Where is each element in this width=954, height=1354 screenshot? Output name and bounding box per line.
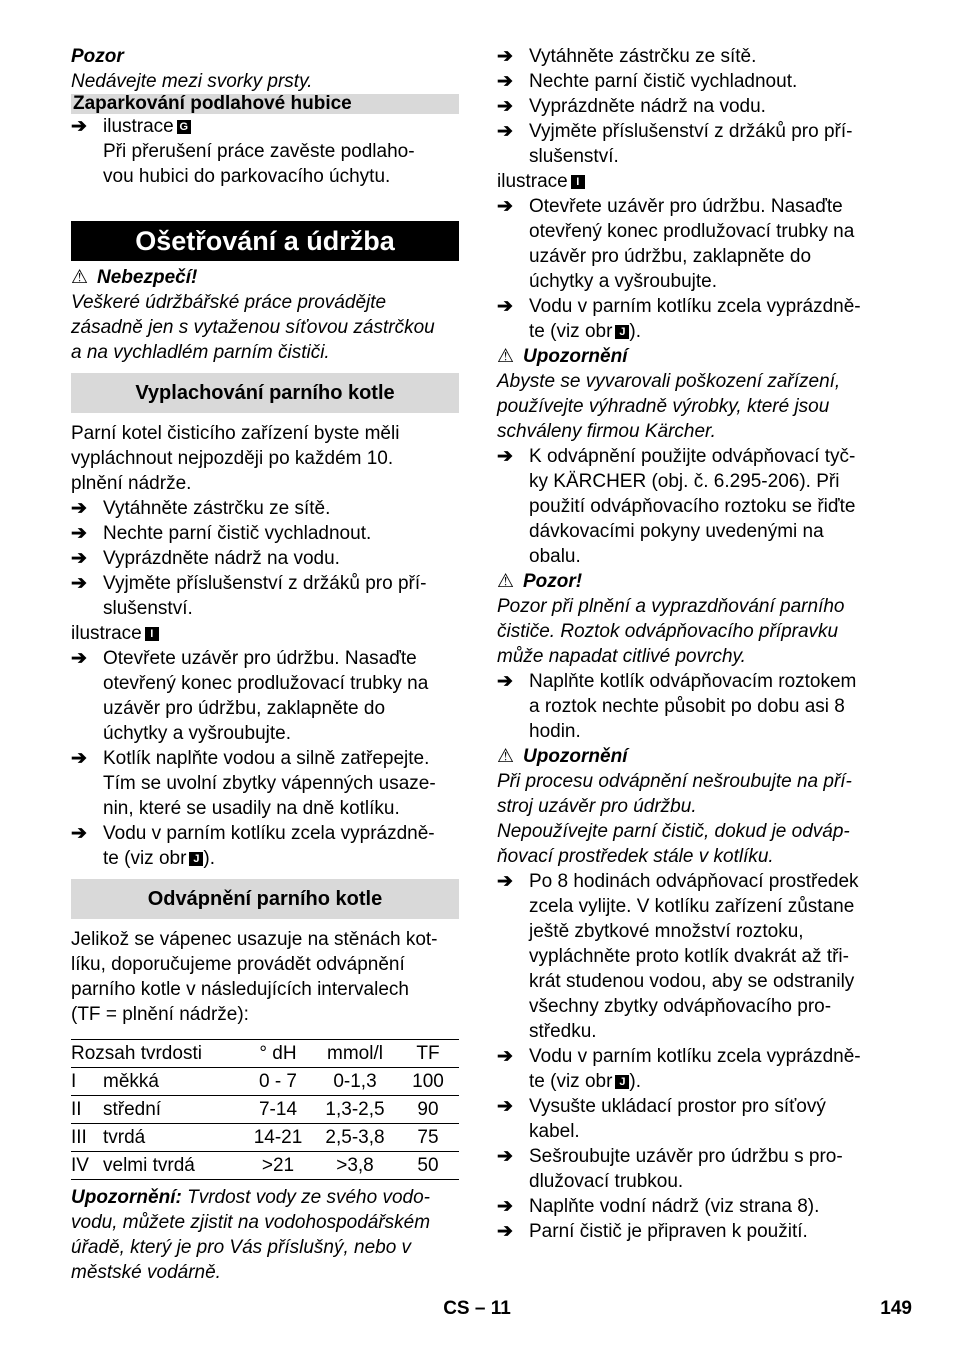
arrow-icon: ➔ <box>497 296 513 317</box>
step-text: uzávěr pro údržbu, zaklapněte do <box>103 698 386 719</box>
warning-triangle-icon: ⚠ <box>497 746 515 767</box>
text-line: Parní kotel čisticího zařízení byste měli <box>71 423 400 444</box>
text-line: stroj uzávěr pro údržbu. <box>497 796 697 817</box>
text-line: Veškeré údržbářské práce provádějte <box>71 292 387 313</box>
table-header: Rozsah tvrdosti <box>71 1042 202 1064</box>
arrow-icon: ➔ <box>497 446 513 467</box>
step-item <box>71 646 459 746</box>
text-line: Nepoužívejte parní čistič, dokud je odváp- <box>497 821 850 842</box>
step-text: obalu. <box>529 546 581 567</box>
step-item <box>71 571 459 621</box>
step-text: nin, které se usadily na dně kotlíku. <box>103 798 400 819</box>
step-text: slušenství. <box>529 146 619 167</box>
text-line: Jelikož se vápenec usazuje na stěnách kot- <box>71 929 438 950</box>
step-text: Vytáhněte zástrčku ze sítě. <box>529 46 757 67</box>
step-text: úchytky a vyšroubujte. <box>103 723 291 744</box>
text-line: plnění nádrže. <box>71 473 192 494</box>
step-text: a roztok nechte působit po dobu asi 8 <box>529 696 845 717</box>
hardness-table <box>71 1039 459 1180</box>
text-line: Pozor při plnění a vyprazdňování parního <box>497 596 845 617</box>
table-cell: měkká <box>103 1070 159 1092</box>
figure-j-icon: J <box>189 852 203 866</box>
step-text: Otevřete uzávěr pro údržbu. Nasaďte <box>529 196 843 217</box>
arrow-icon: ➔ <box>71 823 87 844</box>
step-text: Vyprázdněte nádrž na vodu. <box>103 548 340 569</box>
step-text: středku. <box>529 1021 597 1042</box>
page-number: 149 <box>880 1298 912 1319</box>
step-item <box>497 1094 885 1144</box>
park-step: ➔ ilustrace G Při přerušení práce zavěste podlaho- vou hubici do parkovacího úchytu. <box>71 116 415 187</box>
warn2-title: ⚠ Upozornění <box>497 746 628 767</box>
step-item <box>497 194 885 294</box>
arrow-icon: ➔ <box>497 1046 513 1067</box>
park-heading: Zaparkování podlahové hubice <box>71 94 459 114</box>
step-item <box>497 444 885 569</box>
step-text: všechny zbytky odvápňovacího pro- <box>529 996 832 1017</box>
text-line: líku, doporučujeme provádět odvápnění <box>71 954 405 975</box>
table-cell: 14-21 <box>253 1126 303 1148</box>
step-text: dávkovacími pokyny uvedenými na <box>529 521 824 542</box>
step-text: Vytáhněte zástrčku ze sítě. <box>103 498 331 519</box>
warning-triangle-icon: ⚠ <box>71 267 89 288</box>
danger-text <box>71 290 459 365</box>
step-item <box>497 119 885 169</box>
table-cell: střední <box>103 1098 162 1120</box>
table-header-row <box>71 1040 459 1068</box>
step-text: úchytky a vyšroubujte. <box>529 271 717 292</box>
left-column <box>71 44 459 1285</box>
main-heading: Ošetřování a údržba <box>71 221 459 261</box>
table-cell: 2,5-3,8 <box>325 1126 385 1148</box>
step-text: Nechte parní čistič vychladnout. <box>103 523 372 544</box>
text-line: městské vodárně. <box>71 1262 221 1283</box>
empty-step-2: ➔ Vodu v parním kotlíku zcela vyprázdně- te (viz obr J ). <box>497 1046 861 1092</box>
step-text: kabel. <box>529 1121 580 1142</box>
pozor-title: Pozor <box>71 46 124 67</box>
text-line: Abyste se vyvarovali poškození zařízení, <box>497 371 841 392</box>
step-item <box>71 746 459 821</box>
text-line: a na vychladlém parním čističi. <box>71 342 330 363</box>
final-steps <box>497 1094 885 1244</box>
table-cell: 0 - 7 <box>258 1070 298 1092</box>
step-text: Tím se uvolní zbytky vápenných usaze- <box>103 773 436 794</box>
step-item <box>497 869 885 1044</box>
step-item <box>71 521 459 546</box>
warn1-title: ⚠ Upozornění <box>497 346 628 367</box>
pozor2-text <box>497 594 885 669</box>
figure-j-icon: J <box>615 1075 629 1089</box>
table-cell: 100 <box>412 1070 444 1092</box>
decal-heading: Odvápnění parního kotle <box>71 879 459 919</box>
step-item <box>497 1194 885 1219</box>
text-line: schváleny firmou Kärcher. <box>497 421 716 442</box>
table-cell: 75 <box>417 1126 439 1148</box>
table-cell: IV <box>71 1154 89 1176</box>
step-text: ky KÄRCHER (obj. č. 6.295-206). Při <box>529 471 840 492</box>
table-cell: II <box>71 1098 82 1120</box>
figure-i-icon: I <box>145 627 159 641</box>
table-cell: >21 <box>261 1154 295 1176</box>
step-item <box>497 44 885 69</box>
step-text: Parní čistič je připraven k použití. <box>529 1221 808 1242</box>
table-cell: >3,8 <box>336 1154 374 1176</box>
table-header: mmol/l <box>327 1042 383 1064</box>
table-cell: 7-14 <box>258 1098 298 1120</box>
step-text: Naplňte vodní nádrž (viz strana 8). <box>529 1196 820 1217</box>
step-item <box>497 669 885 744</box>
ilustrace-label: ilustrace I <box>497 169 885 194</box>
arrow-icon: ➔ <box>71 116 87 137</box>
table-row <box>71 1096 459 1124</box>
step-text: Vyjměte příslušenství z držáků pro pří- <box>103 573 427 594</box>
step-text: uzávěr pro údržbu, zaklapněte do <box>529 246 812 267</box>
step-item <box>497 1144 885 1194</box>
text-line: Při procesu odvápnění nešroubujte na pří- <box>497 771 852 792</box>
table-cell: 90 <box>417 1098 439 1120</box>
table-cell: III <box>71 1126 87 1148</box>
arrow-icon: ➔ <box>497 1146 513 1167</box>
pozor-text: Nedávejte mezi svorky prsty. <box>71 71 313 92</box>
figure-i-icon: I <box>571 175 585 189</box>
table-header: ° dH <box>259 1042 297 1064</box>
step-item <box>497 1219 885 1244</box>
step-text: Vyjměte příslušenství z držáků pro pří- <box>529 121 853 142</box>
table-cell: velmi tvrdá <box>103 1154 195 1176</box>
step-text: Po 8 hodinách odvápňovací prostředek <box>529 871 859 892</box>
arrow-icon: ➔ <box>71 573 87 594</box>
step-text: Nechte parní čistič vychladnout. <box>529 71 798 92</box>
arrow-icon: ➔ <box>71 748 87 769</box>
note-text <box>71 1210 459 1285</box>
text-line: úřadě, který je pro Vás příslušný, nebo v <box>71 1237 412 1258</box>
text-line: ňovací prostředek stále v kotlíku. <box>497 846 774 867</box>
arrow-icon: ➔ <box>497 196 513 217</box>
arrow-icon: ➔ <box>71 498 87 519</box>
table-cell: 0-1,3 <box>333 1070 377 1092</box>
step-item <box>71 546 459 571</box>
arrow-icon: ➔ <box>497 96 513 117</box>
pozor2-title: ⚠ Pozor! <box>497 571 583 592</box>
text-line: používejte výhradně výrobky, které jsou <box>497 396 830 417</box>
warn2-text <box>497 769 885 869</box>
table-cell: tvrdá <box>103 1126 146 1148</box>
step-text: slušenství. <box>103 598 193 619</box>
warn1-text <box>497 369 885 444</box>
step-text: krát studenou vodou, aby se odstranily <box>529 971 855 992</box>
fill-step <box>497 669 885 744</box>
step-text: použití odvápňovacího roztoku se řiďte <box>529 496 856 517</box>
table-cell: I <box>71 1070 77 1092</box>
figure-j-icon: J <box>615 325 629 339</box>
text-line: vodu, můžete zjistit na vodohospodářském <box>71 1212 431 1233</box>
step-item <box>497 69 885 94</box>
text-line: vypláchnout nejpozději po každém 10. <box>71 448 394 469</box>
warning-triangle-icon: ⚠ <box>497 346 515 367</box>
step-text: Vyprázdněte nádrž na vodu. <box>529 96 766 117</box>
step-text: Vysušte ukládací prostor pro síťový <box>529 1096 826 1117</box>
right-steps <box>497 44 885 169</box>
danger-title: ⚠ Nebezpečí! <box>71 267 198 288</box>
warning-triangle-icon: ⚠ <box>497 571 515 592</box>
table-cell: 1,3-2,5 <box>325 1098 385 1120</box>
flush-heading: Vyplachování parního kotle <box>71 373 459 413</box>
step-text: hodin. <box>529 721 581 742</box>
arrow-icon: ➔ <box>497 1096 513 1117</box>
arrow-icon: ➔ <box>497 71 513 92</box>
arrow-icon: ➔ <box>497 671 513 692</box>
step-text: otevřený konec prodlužovací trubky na <box>529 221 855 242</box>
text-line: zásadně jen s vytaženou síťovou zástrčkou <box>71 317 435 338</box>
flush-empty-step: ➔ Vodu v parním kotlíku zcela vyprázdně- te (viz obr J ). <box>71 823 435 869</box>
table-header: TF <box>416 1042 440 1064</box>
arrow-icon: ➔ <box>71 548 87 569</box>
step-text: ještě zbytkové množství roztoku, <box>529 921 804 942</box>
flush-steps-b <box>71 646 459 821</box>
arrow-icon: ➔ <box>71 523 87 544</box>
step-text: vypláchněte proto kotlík dvakrát až tři- <box>529 946 849 967</box>
step-item <box>497 94 885 119</box>
decal-step <box>497 444 885 569</box>
decal-intro <box>71 927 459 1027</box>
step-item <box>71 496 459 521</box>
table-cell: 50 <box>417 1154 439 1176</box>
text-line: (TF = plnění nádrže): <box>71 1004 249 1025</box>
flush-intro <box>71 421 459 496</box>
step-text: Otevřete uzávěr pro údržbu. Nasaďte <box>103 648 417 669</box>
text-line: může napadat citlivé povrchy. <box>497 646 746 667</box>
step-text: Kotlík naplňte vodou a silně zatřepejte. <box>103 748 430 769</box>
step-text: K odvápnění použijte odvápňovací tyč- <box>529 446 856 467</box>
table-row <box>71 1152 459 1180</box>
figure-g-icon: G <box>177 120 191 134</box>
arrow-icon: ➔ <box>497 1196 513 1217</box>
arrow-icon: ➔ <box>497 871 513 892</box>
arrow-icon: ➔ <box>497 1221 513 1242</box>
arrow-icon: ➔ <box>497 46 513 67</box>
arrow-icon: ➔ <box>497 121 513 142</box>
footer-section: CS – 11 <box>443 1298 511 1319</box>
text-line: čističe. Roztok odvápňovacího přípravku <box>497 621 839 642</box>
step-text: zcela vylijte. V kotlíku zařízení zůstane <box>529 896 855 917</box>
right-column <box>497 44 885 1244</box>
after-step <box>497 869 885 1044</box>
step-text: otevřený konec prodlužovací trubky na <box>103 673 429 694</box>
empty-step: ➔ Vodu v parním kotlíku zcela vyprázdně- te (viz obr J ). <box>497 296 861 342</box>
table-row <box>71 1068 459 1096</box>
note: Upozornění: Tvrdost vody ze svého vodo- <box>71 1187 430 1208</box>
arrow-icon: ➔ <box>71 648 87 669</box>
ilustrace-label: ilustrace I <box>71 621 459 646</box>
flush-steps <box>71 496 459 621</box>
step-text: Sešroubujte uzávěr pro údržbu s pro- <box>529 1146 843 1167</box>
step-text: dlužovací trubkou. <box>529 1171 684 1192</box>
table-row <box>71 1124 459 1152</box>
open-step <box>497 194 885 294</box>
text-line: parního kotle v následujících intervalech <box>71 979 409 1000</box>
step-text: Naplňte kotlík odvápňovacím roztokem <box>529 671 857 692</box>
